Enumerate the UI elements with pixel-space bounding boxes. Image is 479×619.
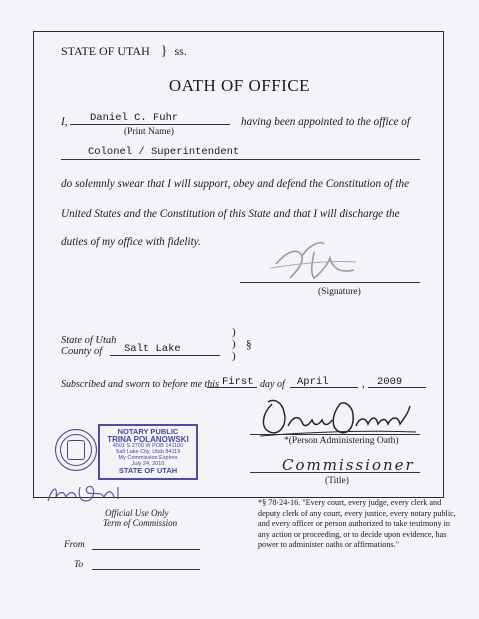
notary-seal-icon [55,429,97,471]
day-of-label: day of [260,379,285,390]
state-heading [61,44,187,60]
stamp-line-3: 4501 S 2700 W POB 141100 [112,443,184,450]
oath-line-1: do solemnly swear that I will support, obey and defend the Constitution of the [61,178,410,190]
stamp-line-6: July 24, 2010 [131,460,165,467]
venue-county-label: County of [61,346,103,357]
stamp-line-2: TRINA POLANOWSKI [107,434,189,444]
state-label: STATE OF UTAH [61,44,150,58]
term-heading: Term of Commission [103,518,178,528]
footnote-line-3: and every officer or person authorized to take testimony in [258,519,450,529]
footnote-line-1: *§ 78-24-16. "Every court, every judge, every clerk and [258,498,442,507]
venue-bracket-2: ) [232,338,236,350]
from-label: From [64,540,85,550]
county-value: Salt Lake [124,343,181,355]
date-comma: , [362,378,365,390]
stamp-line-1: NOTARY PUBLIC [117,427,179,436]
venue-bracket-3: ) [232,350,236,362]
signature-label: (Signature) [318,287,361,297]
oath-line-3: duties of my office with fidelity. [61,236,201,248]
from-line [92,549,200,550]
brace-mark: } [160,44,168,59]
to-line [92,569,200,570]
footnote-line-5: power to administer oaths or affirmations." [258,540,399,550]
seal-emblem-icon [67,440,85,460]
stamp-line-5: My Commission Expires [118,454,178,461]
page-title: OATH OF OFFICE [168,76,311,95]
print-name-label: (Print Name) [124,127,174,137]
official-use-heading: Official Use Only [105,508,169,518]
office-value: Colonel / Superintendent [88,146,240,158]
signature-line [240,282,420,283]
stamp-line-7: STATE OF UTAH [118,466,178,476]
section-mark: § [246,339,252,351]
appointee-signature [268,234,358,284]
name-line [70,124,230,125]
appointee-name: Daniel C. Fuhr [90,112,179,124]
county-line [110,355,220,356]
i-label: I, [61,116,68,128]
administrator-line [250,434,420,435]
statute-footnote [258,498,456,551]
venue-bracket-1: ) [232,326,236,338]
administrator-title: Commissioner [282,456,415,474]
office-line [61,159,420,160]
title-label: (Title) [325,476,349,486]
footnote-line-2: deputy clerk of any court, every justice, every notary public, [258,508,456,518]
venue-state-label: State of Utah [61,335,117,346]
oath-line-2: United States and the Constitution of this State and that I will discharge the [61,208,400,220]
sworn-prefix: Subscribed and sworn to before me this [61,379,219,390]
stamp-line-4: Salt Lake City, Utah 84119 [115,449,181,456]
notary-stamp [98,424,198,480]
sworn-month: April [297,376,329,388]
notary-signature [44,481,144,505]
appointed-text: having been appointed to the office of [241,116,411,128]
footnote-line-4: any action or proceeding, or to decide upon evidence, has [258,529,447,539]
title-line [250,472,420,473]
sworn-day: First [222,376,254,388]
ss-label: ss. [174,44,187,58]
to-label: To [74,560,84,570]
administrator-label: *(Person Administering Oath) [284,436,399,446]
sworn-year: 2009 [377,376,403,388]
